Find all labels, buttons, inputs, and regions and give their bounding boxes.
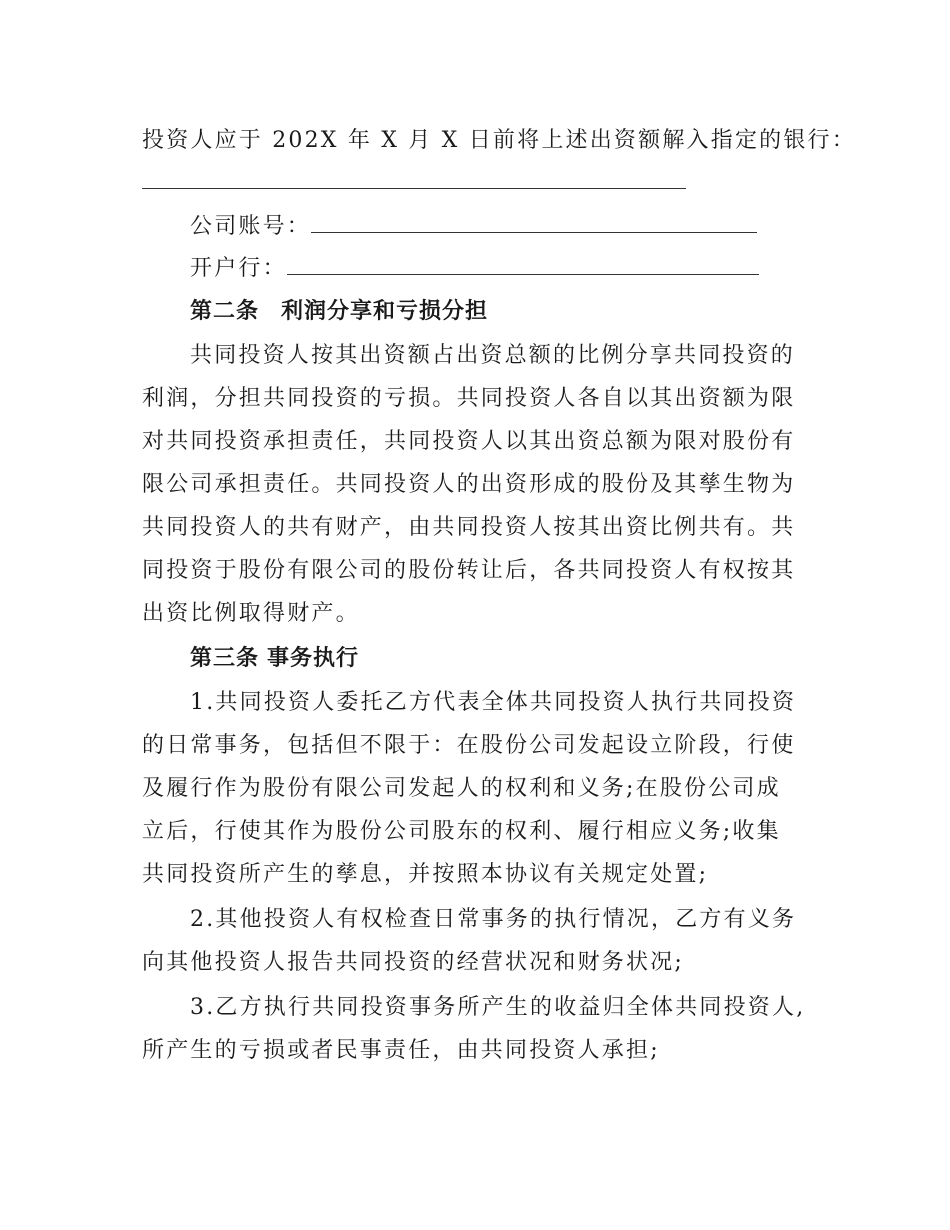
article2-heading [190, 297, 870, 327]
article2-line: 限公司承担责任。共同投资人的出资形成的股份及其孳生物为 [142, 472, 796, 497]
article2-heading-number: 第二条 [190, 299, 260, 324]
article3-item1-line: 共同投资所产生的孳息，并按照本协议有关规定处置; [142, 862, 709, 887]
account-row [190, 212, 870, 242]
bank-row [190, 254, 870, 284]
article2-line: 对共同投资承担责任，共同投资人以其出资总额为限对股份有 [142, 429, 796, 454]
article2-line: 同投资于股份有限公司的股份转让后，各共同投资人有权按其 [142, 558, 796, 583]
article3-heading [190, 644, 870, 674]
article2-line: 共同投资人按其出资额占出资总额的比例分享共同投资的 [190, 343, 796, 368]
bank-name-blank-line [142, 188, 686, 189]
article2-line: 共同投资人的共有财产，由共同投资人按其出资比例共有。共 [142, 515, 796, 540]
article3-item1-line: 立后，行使其作为股份公司股东的权利、履行相应义务;收集 [142, 819, 781, 844]
account-label: 公司账号： [190, 214, 312, 239]
article3-item2-line: 2.其他投资人有权检查日常事务的执行情况，乙方有义务 [190, 907, 797, 932]
article2-heading-title: 利润分享和亏损分担 [281, 299, 489, 324]
article2-line: 出资比例取得财产。 [142, 601, 360, 626]
article3-item1-line: 1.共同投资人委托乙方代表全体共同投资人执行共同投资 [190, 690, 797, 715]
article2-line: 利润，分担共同投资的亏损。共同投资人各自以其出资额为限 [142, 386, 796, 411]
account-blank-line [311, 231, 757, 233]
article3-item3-line: 3.乙方执行共同投资事务所产生的收益归全体共同投资人, [190, 995, 806, 1020]
article3-item1-line: 的日常事务，包括但不限于：在股份公司发起设立阶段，行使 [142, 733, 796, 758]
bank-blank-line [287, 273, 759, 275]
article3-heading-title: 事务执行 [267, 646, 360, 671]
bank-label: 开户行： [190, 256, 287, 281]
deadline-paragraph: 投资人应于 202X 年 X 月 X 日前将上述出资额解入指定的银行： [142, 128, 856, 153]
article3-item1-line: 及履行作为股份有限公司发起人的权利和义务;在股份公司成 [142, 776, 781, 801]
article3-item2-line: 向其他投资人报告共同投资的经营状况和财务状况; [142, 950, 685, 975]
article3-item3-line: 所产生的亏损或者民事责任，由共同投资人承担; [142, 1038, 660, 1063]
article3-heading-number: 第三条 [190, 646, 260, 671]
